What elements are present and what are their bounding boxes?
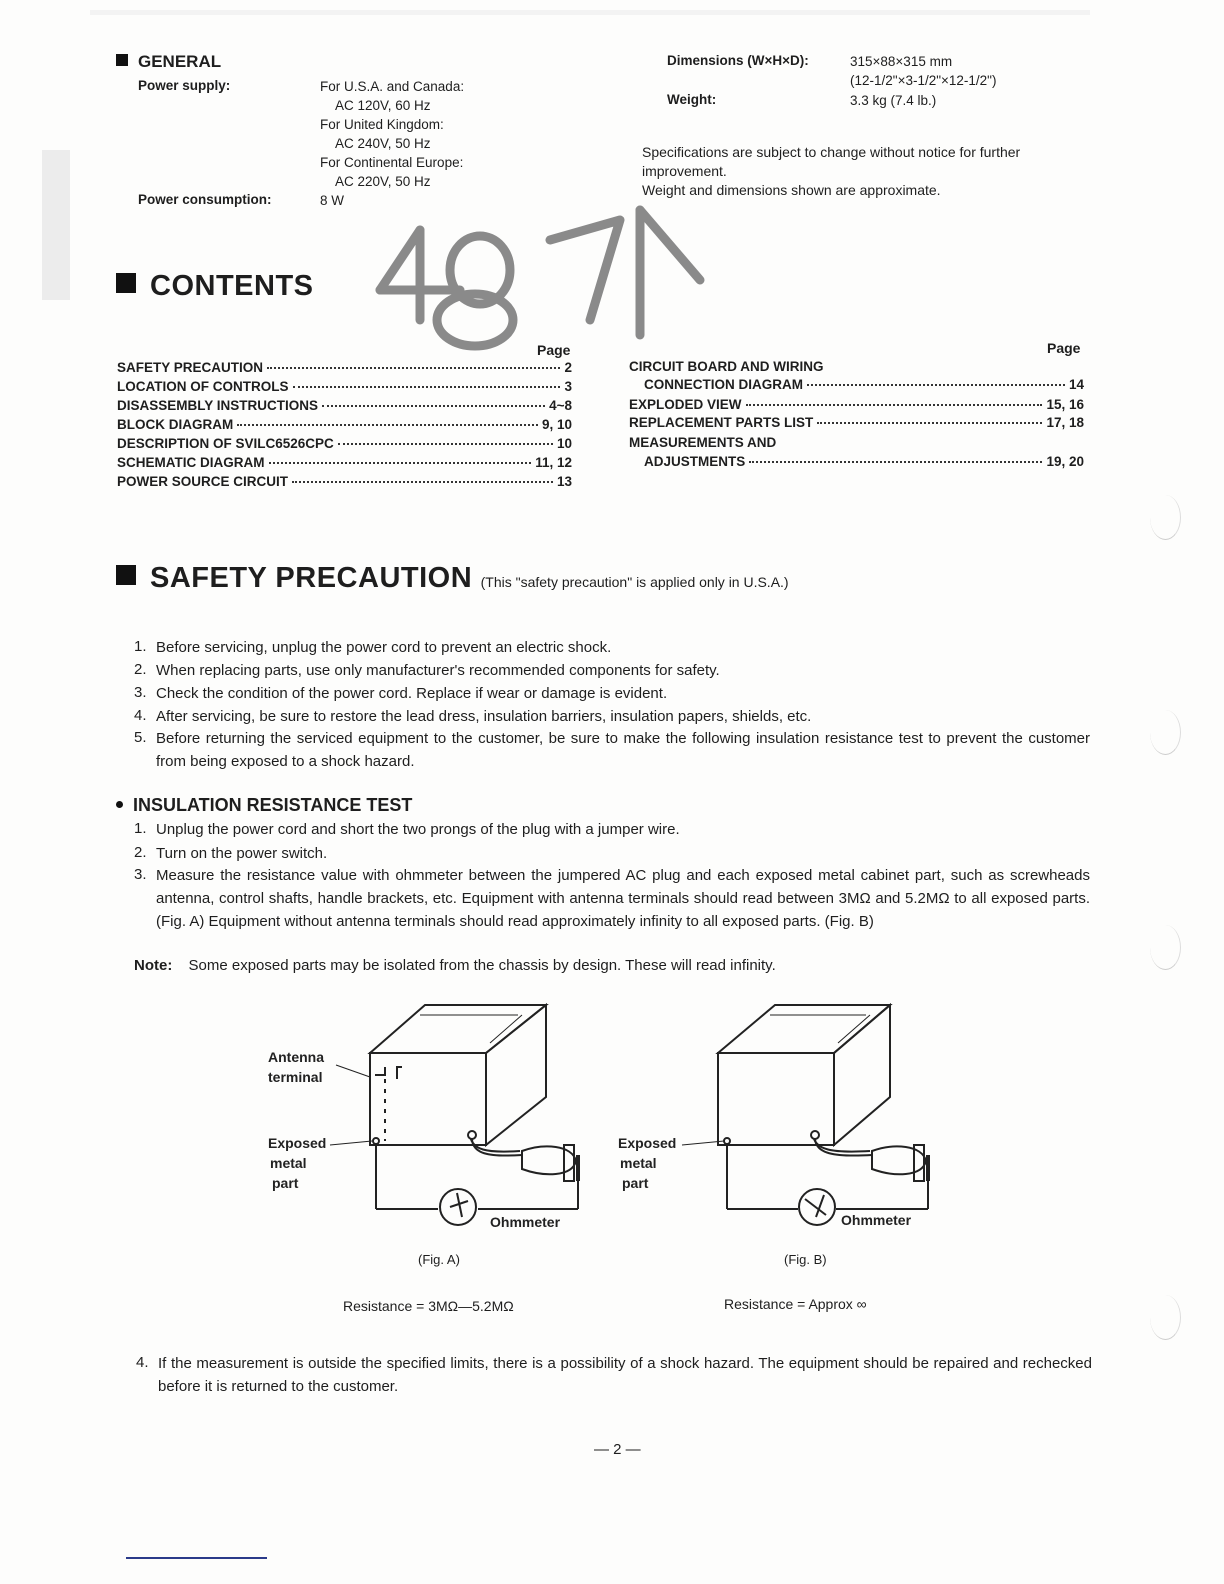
fig-a-resistance: Resistance = 3MΩ—5.2MΩ xyxy=(343,1298,514,1314)
toc-item[interactable]: BLOCK DIAGRAM 9, 10 xyxy=(117,417,572,432)
power-supply-values: For U.S.A. and Canada: AC 120V, 60 Hz For United Kingdom: AC 240V, 50 Hz For Continental Europe: AC 220V, 50 Hz xyxy=(320,79,465,189)
contents-page-label-left: Page xyxy=(537,342,571,358)
toc-item[interactable]: CONNECTION DIAGRAM 14 xyxy=(644,377,1084,392)
list-number: 5. xyxy=(134,729,147,746)
safety-heading: SAFETY PRECAUTION (This "safety precaution" is applied only in U.S.A.) xyxy=(116,562,789,595)
bullet-square-icon xyxy=(116,273,136,293)
bullet-square-icon xyxy=(116,565,136,585)
list-number: 3. xyxy=(134,866,147,883)
insulation-heading: INSULATION RESISTANCE TEST xyxy=(116,795,412,816)
fig-b-exposed-label: Exposed xyxy=(618,1135,677,1151)
fig-a-metal-label: metal xyxy=(270,1155,307,1171)
note-text: Some exposed parts may be isolated from the chassis by design. These will read infinity. xyxy=(188,957,776,974)
list-item: Unplug the power cord and short the two prongs of the plug with a jumper wire. xyxy=(156,821,680,838)
toc-item[interactable]: POWER SOURCE CIRCUIT 13 xyxy=(117,474,572,489)
fig-b-part-label: part xyxy=(622,1175,649,1191)
weight-value: 3.3 kg (7.4 lb.) xyxy=(850,93,937,108)
bullet-square-icon xyxy=(116,54,128,66)
list-number: 3. xyxy=(134,684,147,701)
weight-label: Weight: xyxy=(667,92,717,107)
fig-b-caption: (Fig. B) xyxy=(784,1252,827,1267)
list-item: If the measurement is outside the specified limits, there is a possibility of a shock hazard. The equipment should be repaired and rechecked before it is returned to the customer. xyxy=(158,1355,1092,1395)
list-number: 1. xyxy=(134,638,147,655)
note-label: Note: xyxy=(134,957,173,974)
footer-rule xyxy=(126,1557,267,1559)
contents-heading: CONTENTS xyxy=(116,270,314,303)
toc-item[interactable]: SCHEMATIC DIAGRAM 11, 12 xyxy=(117,455,572,470)
safety-note: (This "safety precaution" is applied only in U.S.A.) xyxy=(480,574,789,590)
list-item: Check the condition of the power cord. Replace if wear or damage is evident. xyxy=(156,685,668,702)
toc-item[interactable]: SAFETY PRECAUTION 2 xyxy=(117,360,572,375)
toc-item[interactable]: REPLACEMENT PARTS LIST 17, 18 xyxy=(629,415,1084,430)
handwritten-annotation xyxy=(360,190,720,360)
power-consumption-value: 8 W xyxy=(320,193,345,208)
fig-b-resistance: Resistance = Approx ∞ xyxy=(724,1296,867,1312)
dimensions-value: 315×88×315 mm xyxy=(850,54,953,69)
toc-circuit-line1: CIRCUIT BOARD AND WIRING xyxy=(629,359,824,374)
list-number: 1. xyxy=(134,820,147,837)
hole-punch-mark xyxy=(1150,925,1181,970)
bullet-dot-icon xyxy=(116,801,123,808)
page-number: — 2 — xyxy=(594,1441,641,1458)
list-item: Before servicing, unplug the power cord to prevent an electric shock. xyxy=(156,639,612,656)
figure-b-diagram xyxy=(610,995,950,1235)
fig-b-ohmmeter-label: Ohmmeter xyxy=(841,1212,912,1228)
list-item: Before returning the serviced equipment to the customer, be sure to make the following insulation resistance test to prevent the customer from being exposed to a shock hazard. xyxy=(156,730,1090,770)
list-item: Measure the resistance value with ohmmeter between the jumpered AC plug and each exposed metal cabinet part, such as screwheads antenna, control shafts, handle brackets, etc. Equipment with antenna terminals should read between 3MΩ and 5.2MΩ to all exposed parts. (Fig. A) Equipment without antenna terminals should read approximately infinity to all exposed parts. (Fig. B) xyxy=(156,867,1090,930)
dimensions-inches: (12-1/2"×3-1/2"×12-1/2") xyxy=(850,73,997,88)
fig-a-terminal-label: terminal xyxy=(268,1069,323,1085)
fig-a-antenna-label: Antenna xyxy=(268,1049,324,1065)
fig-b-metal-label: metal xyxy=(620,1155,657,1171)
toc-item[interactable]: DESCRIPTION OF SVILC6526CPC 10 xyxy=(117,436,572,451)
contents-page-label-right: Page xyxy=(1047,340,1081,356)
fig-a-exposed-label: Exposed xyxy=(268,1135,327,1151)
figure-a-diagram xyxy=(260,995,600,1235)
hole-punch-mark xyxy=(1150,495,1181,540)
list-item: When replacing parts, use only manufacturer's recommended components for safety. xyxy=(156,662,720,679)
hole-punch-mark xyxy=(1150,710,1181,755)
binding-edge-shade xyxy=(42,150,70,300)
power-consumption-label: Power consumption: xyxy=(138,192,272,207)
hole-punch-mark xyxy=(1150,1295,1181,1340)
toc-item[interactable]: EXPLODED VIEW 15, 16 xyxy=(629,397,1084,412)
power-supply-label: Power supply: xyxy=(138,78,231,93)
dimensions-label: Dimensions (W×H×D): xyxy=(667,53,809,68)
fig-a-part-label: part xyxy=(272,1175,299,1191)
list-item: After servicing, be sure to restore the lead dress, insulation barriers, insulation papers, shields, etc. xyxy=(156,708,812,725)
toc-measure-line1: MEASUREMENTS AND xyxy=(629,435,777,450)
list-item: Turn on the power switch. xyxy=(156,845,328,862)
toc-item[interactable]: ADJUSTMENTS 19, 20 xyxy=(644,454,1084,469)
fig-a-caption: (Fig. A) xyxy=(418,1252,460,1267)
list-number: 4. xyxy=(136,1354,149,1371)
toc-item[interactable]: LOCATION OF CONTROLS 3 xyxy=(117,379,572,394)
toc-item[interactable]: DISASSEMBLY INSTRUCTIONS 4~8 xyxy=(117,398,572,413)
general-heading: GENERAL xyxy=(116,52,221,72)
list-number: 2. xyxy=(134,844,147,861)
insulation-note xyxy=(134,957,776,974)
fig-a-ohmmeter-label: Ohmmeter xyxy=(490,1214,561,1230)
list-number: 4. xyxy=(134,707,147,724)
spec-notice: Specifications are subject to change without notice for further improvement. Weight and dimensions shown are approximate. xyxy=(642,144,1021,198)
list-number: 2. xyxy=(134,661,147,678)
